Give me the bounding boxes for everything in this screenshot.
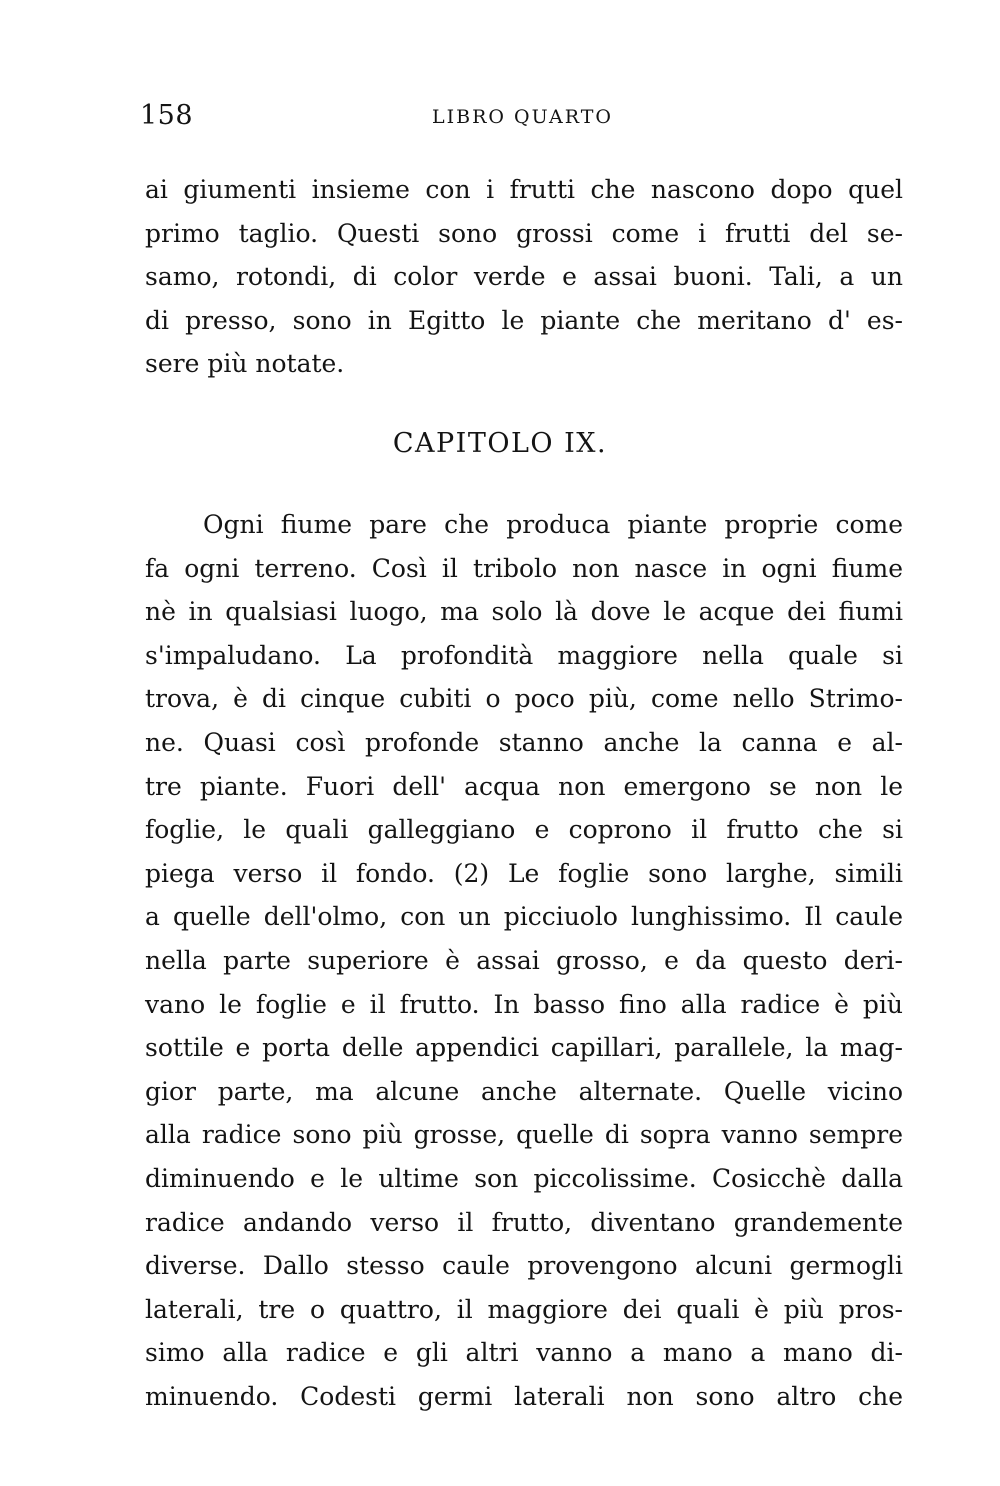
text-line: gior parte, ma alcune anche alternate. Quelle vicino	[145, 1076, 903, 1106]
text-line: diminuendo e le ultime son piccolissime. Cosicchè dalla	[145, 1163, 903, 1193]
text-line: samo, rotondi, di color verde e assai buoni. Tali, a un	[145, 262, 903, 292]
text-line: s'impaludano. La profondità maggiore nella quale si	[145, 640, 903, 670]
text-line: foglie, le quali galleggiano e coprono il frutto che si	[145, 815, 903, 845]
page-number: 158	[140, 100, 194, 131]
text-line: primo taglio. Questi sono grossi come i frutti del se-	[145, 218, 903, 248]
text-line: laterali, tre o quattro, il maggiore dei quali è più pros-	[145, 1294, 903, 1324]
text-line: ne. Quasi così profonde stanno anche la canna e al-	[145, 727, 903, 757]
chapter-paragraph	[145, 503, 903, 1418]
text-line: radice andando verso il frutto, diventano grandemente	[145, 1207, 903, 1237]
text-line: piega verso il fondo. (2) Le foglie sono larghe, simili	[145, 858, 903, 888]
text-line: tre piante. Fuori dell' acqua non emergono se non le	[145, 771, 903, 801]
running-head	[140, 100, 900, 136]
text-line: simo alla radice e gli altri vanno a mano a mano di-	[145, 1338, 903, 1368]
text-line: diverse. Dallo stesso caule provengono alcuni germogli	[145, 1251, 903, 1281]
text-line: minuendo. Codesti germi laterali non sono altro che	[145, 1381, 903, 1411]
text-line: trova, è di cinque cubiti o poco più, come nello Strimo-	[145, 684, 903, 714]
text-line: sere più notate.	[145, 349, 345, 379]
text-line: nè in qualsiasi luogo, ma solo là dove le acque dei fiumi	[145, 597, 903, 627]
text-line: ai giumenti insieme con i frutti che nascono dopo quel	[145, 175, 903, 204]
running-title: LIBRO QUARTO	[432, 106, 613, 128]
text-line: nella parte superiore è assai grosso, e da questo deri-	[145, 945, 903, 975]
paragraph-continuation	[145, 168, 903, 386]
text-line: sottile e porta delle appendici capillari, parallele, la mag-	[145, 1033, 903, 1063]
text-line: vano le foglie e il frutto. In basso fino alla radice è più	[145, 989, 903, 1019]
text-line: di presso, sono in Egitto le piante che meritano d' es-	[145, 305, 903, 335]
text-line: alla radice sono più grosse, quelle di sopra vanno sempre	[145, 1120, 903, 1150]
text-line: fa ogni terreno. Così il tribolo non nasce in ogni fiume	[145, 553, 903, 583]
text-line: a quelle dell'olmo, con un picciuolo lunghissimo. Il caule	[145, 902, 903, 932]
chapter-heading: CAPITOLO IX.	[392, 428, 608, 459]
text-line: Ogni fiume pare che produca piante proprie come	[203, 510, 903, 539]
